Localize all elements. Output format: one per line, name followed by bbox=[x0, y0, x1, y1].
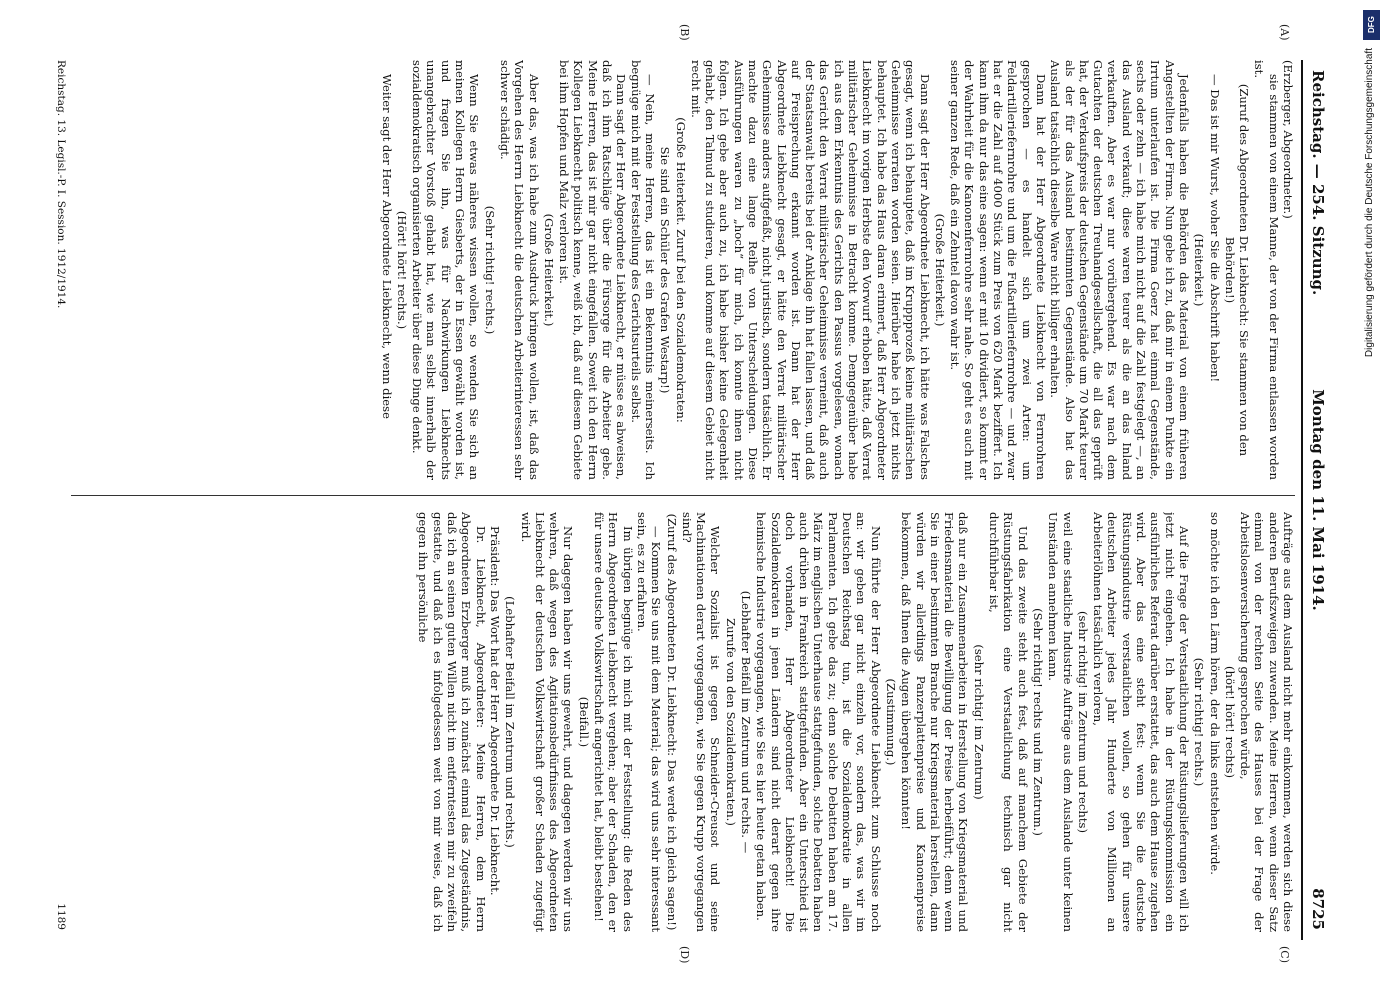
paragraph: Aufträge aus dem Ausland nicht mehr einkommen, werden sich diese anderen Berufszweigen zuwenden. Meine Herren, wenn dieser Satz einmal von der rechten Seite des Hauses bei der Frage der Arbeitslosenversicherung gesprochen würde, bbox=[1238, 512, 1295, 932]
paragraph: sie stammen von einem Manne, der von der Firma entlassen worden ist. bbox=[1252, 60, 1281, 480]
footer-legislature: Reichstag. 13. Legisl.-P. I. Session. 1912/1914. bbox=[55, 60, 67, 309]
paragraph: Dann sagt der Herr Abgeordnete Liebknecht, er müsse es abweisen, daß ich ihm Ratschläge über die Fürsorge für die Arbeiter gebe. Meine Herren, das ist mir gar nicht eingefallen. Soweit ich den Herrn Kollegen Liebknecht politisch kenne, weiß ich, daß auf diesem Gebiete bei ihm Hopfen und Malz verloren ist. bbox=[557, 60, 629, 480]
right-column bbox=[71, 512, 1295, 932]
margin-marker-c: (C) bbox=[1278, 946, 1291, 963]
header-session: Reichstag. — 254. Sitzung. bbox=[1309, 70, 1327, 296]
interjection: (Sehr richtig! rechts.) bbox=[1192, 657, 1207, 787]
paragraph: Präsident: Das Wort hat der Herr Abgeordnete Dr. Liebknecht. bbox=[487, 526, 502, 896]
left-column bbox=[71, 60, 1295, 480]
page-footer bbox=[51, 60, 69, 940]
interjection: (sehr richtig! im Zentrum und rechts) bbox=[1075, 610, 1090, 834]
interjection: (Große Heiterkeit. Zuruf bei den Sozialdemokraten: bbox=[673, 117, 688, 423]
interjection: (Große Heiterkeit.) bbox=[932, 213, 947, 327]
paragraph: Dr. Liebknecht, Abgeordneter: Meine Herren, dem Herrn Abgeordneten Erzberger muß ich zunächst einmal das Zugeständnis, daß ich an seinen guten Willen nicht im entferntesten mir zu zweifeln gestatte, und daß ich es infolgedessen weit von mir weise, daß ich gegen ihn persönliche bbox=[416, 512, 488, 932]
paragraph: daß nur ein Zusammenarbeiten in Herstellung von Kriegsmaterial und Friedensmaterial die Bewilligung der Preise herbeiführt; denn wenn Sie in einer bestimmten Branche nur Kriegsmaterial herstellen, dann würden wir allerdings Panzerplattenpreise und Kanonenpreise bekommen, daß Ihnen die Augen übergehen könnten! bbox=[899, 512, 971, 932]
interjection: (Sehr richtig! rechts.) bbox=[482, 205, 497, 335]
running-head bbox=[1301, 60, 1331, 940]
interjection: (Zuruf des Abgeordneten Dr. Liebknecht: Sie stammen von den Behörden!) bbox=[1222, 83, 1252, 457]
interjection: (Beifall.) bbox=[576, 696, 591, 748]
column-divider bbox=[71, 495, 1295, 496]
interjection: (Große Heiterkeit.) bbox=[541, 213, 556, 327]
header-page-number: 8725 bbox=[1309, 888, 1327, 930]
digitization-note: Digitalisierung gefördert durch die Deutsche Forschungsgemeinschaft bbox=[1364, 48, 1375, 358]
interjection: (sehr richtig! im Zentrum) bbox=[971, 644, 986, 800]
interjection: Zurufe von den Sozialdemokraten.) bbox=[723, 618, 738, 826]
footer-sheet-number: 1189 bbox=[55, 903, 67, 930]
paragraph: Auf die Frage der Verstaatlichung der Rüstungslieferungen will ich jetzt nicht eingehen. Ich habe in der Rüstungskommission ein ausführliches Referat darüber erstattet, das auch dem Hause zugehen wird. Aber das eine steht fest: wenn Sie die deutsche Rüstungsindustrie verstaatlichen wollen, so gehen für unsere deutschen Arbeiter jedes Jahr Hunderte von Millionen an Arbeiterlöhnen tatsächlich verloren, bbox=[1091, 512, 1191, 932]
interjection: (Lebhafter Beifall im Zentrum und rechts. — bbox=[739, 590, 754, 854]
speaker-label: (Erzberger, Abgeordneter.) bbox=[1281, 60, 1295, 219]
interjection: (hört! hört! rechts) bbox=[1222, 665, 1237, 778]
paragraph: Nur dagegen haben wir uns gewehrt, und dagegen werden wir uns wehren, daß wegen des Agitationsbedürfnisses des Abgeordneten Liebknecht der deutschen Volkswirtschaft großer Schaden zugefügt wird. bbox=[518, 512, 576, 932]
paragraph: Dann sagt der Herr Abgeordnete Liebknecht, ich hätte was Falsches gesagt, wenn ich behauptete, daß im Kruppprozeß keine militärischen Geheimnisse verraten worden seien. Hierüber habe ich jetzt nichts behauptet. Ich habe das Haus daran erinnert, daß Herr Abgeordneter Liebknecht im vorigen Herbste den Vorwurf erhoben hätte, daß Verrat militärischer Geheimnisse in Betracht komme. Demgegenüber habe ich aus dem Erkenntnis des Gerichts den Passus vorgelesen, wonach das Gericht den Verrat militärischer Geheimnisse verneint, daß auch der Staatsanwalt bereits bei der Anklage ihn hat fallen lassen, und daß auf Freisprechung erkannt worden ist. Dann hat der Herr Abgeordnete Liebknecht gesagt, er hätte den Verrat militärischer Geheimnisse anders aufgefaßt, nicht juristisch, sondern tatsächlich. Er machte dazu eine lange Reihe von Unterscheidungen. Diese Ausführungen waren zu „hoch“ für mich, ich konnte ihnen nicht folgen. Ich gebe aber auch zu, ich habe bisher keine Gelegenheit gehabt, den Talmud zu studieren, und komme auf diesem Gebiet nicht recht mit. bbox=[688, 60, 932, 480]
interjection: (Zustimmung.) bbox=[883, 678, 898, 766]
margin-marker-d: (D) bbox=[678, 946, 691, 964]
paragraph: so möchte ich den Lärm hören, der da links entstehen würde. bbox=[1207, 512, 1222, 875]
interjection: (Heiterkeit.) bbox=[1192, 233, 1207, 307]
paragraph: weil eine staatliche Industrie Aufträge aus dem Auslande unter keinen Umständen annehmen kann. bbox=[1046, 512, 1075, 932]
paragraph: Aber das, was ich habe zum Ausdruck bringen wollen, ist, daß das Vorgehen des Herrn Liebknecht die deutschen Arbeiterinteressen sehr schwer schädigt. bbox=[497, 60, 541, 480]
interjection: (Sehr richtig! rechts und im Zentrum.) bbox=[1030, 608, 1045, 836]
interjection: (Zuruf des Abgeordneten Dr. Liebknecht: Das werde ich gleich sagen!) bbox=[664, 513, 679, 931]
paragraph: Jedenfalls haben die Behörden das Material von einem früheren Angestellten der Firma. Nun gebe ich zu, daß mir in einem Punkte ein Irrtum unterlaufen ist. Die Firma Goerz hat einmal Gegenstände, sechs oder zehn — ich habe mich nicht auf die Zahl festgelegt —, an das Ausland verkauft; diese waren teurer als die an das Inland verkauften. Aber es war nur vorübergehend. Es war nach dem Gutachten der deutschen Treuhandgesellschaft, die all das geprüft hat, der Verkaufspreis der deutschen Gegenstände um 70 Mark teurer als der für das Ausland bestimmten Gegenstände. Also hat das Ausland tatsächlich dieselbe Ware nicht billiger erhalten. bbox=[1048, 60, 1191, 480]
dfg-logo bbox=[1363, 10, 1380, 40]
paragraph: Im übrigen begnüge ich mich mit der Feststellung: die Reden des Herrn Abgeordneten Liebknecht vergehen; aber der Schaden, den er für unsere deutsche Volkswirtschaft angerichtet hat, bleibt bestehen! bbox=[592, 512, 635, 932]
header-date: Montag den 11. Mai 1914. bbox=[1309, 389, 1327, 611]
paragraph: — Das ist mir Wurst, woher Sie die Abschrift haben! bbox=[1207, 74, 1222, 383]
paragraph: Weiter sagt der Herr Abgeordnete Liebknecht, wenn diese bbox=[379, 74, 394, 419]
margin-marker-a: (A) bbox=[1278, 24, 1291, 41]
paragraph: — Nein, meine Herren, das ist ein Bekenntnis meinerseits. Ich begnüge mich mit der Feststellung des Gerichtsurteils selbst. bbox=[628, 60, 657, 480]
interjection: (Lebhafter Beifall im Zentrum und rechts.) bbox=[503, 596, 518, 848]
paragraph: Nun führte der Herr Abgeordnete Liebknecht zum Schlusse noch an: wir geben gar nicht einzeln vor, sondern das, was wir im Deutschen Reichstag tun, ist die Sozialdemokratie in allen Parlamenten. Ich gebe das zu; denn solche Debatten haben am 17. März im englischen Unterhause stattgefunden, solche Debatten haben auch drüben in Frankreich stattgefunden. Aber ein Unterschied ist doch vorhanden, Herr Abgeordneter Liebknecht! Die Sozialdemokraten in jenen Ländern sind nicht derart gegen ihre heimische Industrie vorgegangen, wie Sie es hier heute getan haben. bbox=[754, 512, 883, 932]
dfg-notice bbox=[1362, 10, 1382, 990]
paragraph: — Kommen Sie uns mit dem Material; das wird uns sehr interessant sein, es zu erfahren. bbox=[634, 512, 664, 932]
paragraph: Welcher Sozialist ist gegen Schneider-Creusot und seine Machinationen derart vorgegangen, wie Sie gegen Krupp vorgegangen sind? bbox=[679, 512, 723, 932]
interjection: (Hört! hört! rechts.) bbox=[394, 210, 409, 330]
dfg-logo-text: DFG bbox=[1367, 16, 1376, 34]
paragraph: Und das zweite steht auch fest, daß auf manchem Gebiete der Rüstungsfabrikation eine Verstaatlichung technisch gar nicht durchführbar ist, bbox=[987, 512, 1030, 932]
margin-marker-b: (B) bbox=[678, 24, 691, 41]
document-page bbox=[51, 24, 1331, 964]
interjection: Sie sind ein Schüler des Grafen Westarp!) bbox=[658, 146, 673, 394]
paragraph: Dann hat der Herr Abgeordnete Liebknecht von Fernrohren gesprochen — es handelt sich um zwei Arten: um Feldartilleriefernrohre und um die Fußartilleriefernrohre — und zwar hat er die Zahl auf 4000 Stück zum Preis von 620 Mark beziffert. Ich kann ihm da nur das eine sagen: wenn er mit 10 dividiert, so kommt er der Wahrheit für die Kanonenfernrohre sehr nahe. So geht es auch mit seiner ganzen Rede, daß ein Zehntel davon wahr ist. bbox=[948, 60, 1048, 480]
paragraph: Wenn Sie etwas näheres wissen wollen, so wenden Sie sich an meinen Kollegen Herrn Giesberts, der in Essen gewählt worden ist, und fragen Sie ihn, was für Nachwirkungen Liebknechts unangebrachter Vorstoß gehabt hat, wie man selbst innerhalb der sozialdemokratisch organisierten Arbeiter über diese Dinge denkt. bbox=[410, 60, 482, 480]
